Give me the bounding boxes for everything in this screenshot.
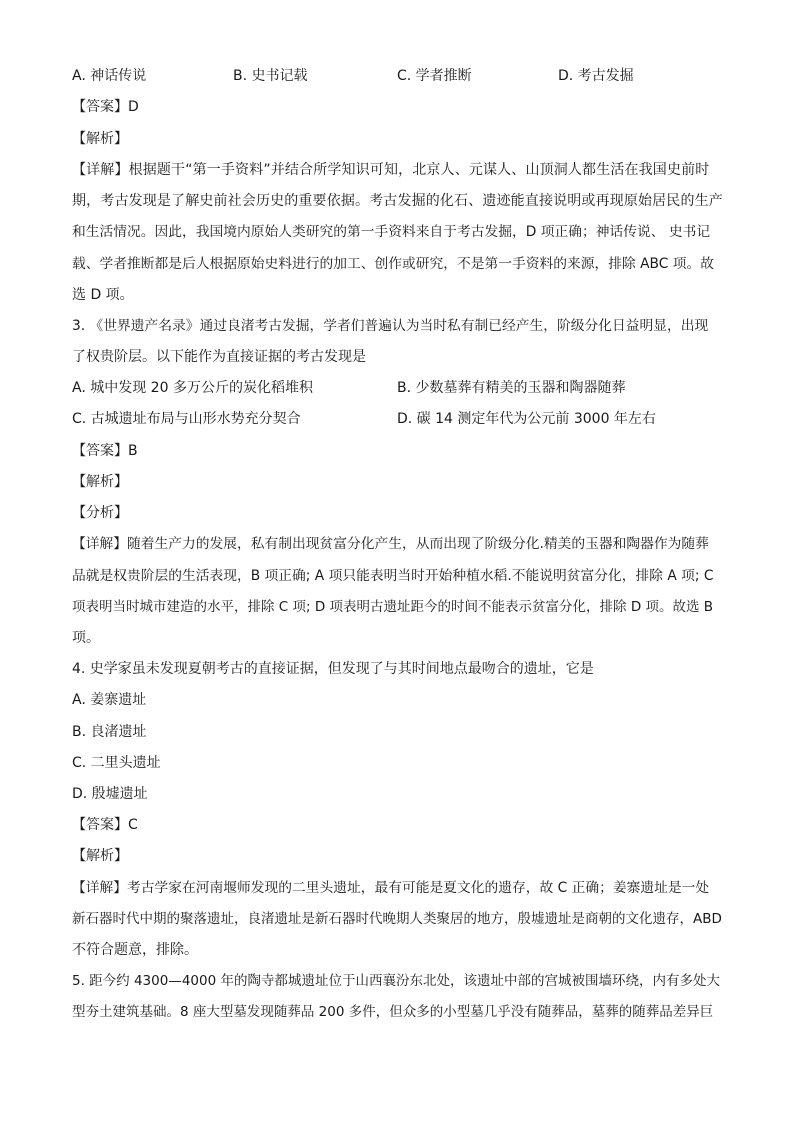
q2-option-a: A. 神话传说: [72, 68, 147, 84]
q2-answer: 【答案】D: [72, 99, 139, 115]
q3-detail-line: 【详解】随着生产力的发展，私有制出现贫富分化产生，从而出现了阶级分化.精美的玉器和陶器作为随葬: [72, 536, 709, 552]
q3-analysis-label: 【解析】: [72, 474, 128, 490]
q4-detail-line: 【详解】考古学家在河南堰师发现的二里头遗址，最有可能是夏文化的遗存，故 C 正确；姜寨遗址是一处: [72, 880, 710, 896]
q3-stem-line: 了权贵阶层。以下能作为直接证据的考古发现是: [72, 349, 366, 365]
q4-answer: 【答案】C: [72, 817, 138, 833]
q2-detail-line: 载、学者推断都是后人根据原始史料进行的加工、创作或研究，不是第一手资料的来源，排除 ABC 项。故: [72, 256, 714, 272]
q3-option-c: C. 古城遗址布局与山形水势充分契合: [72, 411, 301, 427]
q2-option-c: C. 学者推断: [397, 68, 472, 84]
q2-option-b: B. 史书记载: [233, 68, 308, 84]
q4-stem: 4. 史学家虽未发现夏朝考古的直接证据，但发现了与其时间地点最吻合的遗址，它是: [72, 661, 594, 677]
q2-analysis-label: 【解析】: [72, 131, 128, 147]
q4-option-d: D. 殷墟遗址: [72, 786, 148, 802]
q4-detail-line: 新石器时代中期的聚落遗址，良渚遗址是新石器时代晚期人类聚居的地方，殷墟遗址是商朝的文化遗存，ABD: [72, 911, 722, 927]
q3-answer: 【答案】B: [72, 443, 138, 459]
q4-option-a: A. 姜寨遗址: [72, 692, 147, 708]
q4-analysis-label: 【解析】: [72, 848, 128, 864]
q2-detail-line: 和生活情况。因此，我国境内原始人类研究的第一手资料来自于考古发掘，D 项正确；神话传说、 史书记: [72, 224, 711, 240]
q3-option-a: A. 城中发现 20 多万公斤的炭化稻堆积: [72, 380, 313, 396]
q2-option-d: D. 考古发掘: [558, 68, 634, 84]
q5-stem-line: 型夯土建筑基础。8 座大型墓发现随葬品 200 多件，但众多的小型墓几乎没有随葬品，墓葬的随葬品差异巨: [72, 1004, 714, 1020]
q2-detail-line: 期，考古发现是了解史前社会历史的重要依据。考古发掘的化石、遗迹能直接说明或再现原始居民的生产: [72, 193, 723, 209]
q3-fenxi-label: 【分析】: [72, 505, 128, 521]
q4-detail-line: 不符合题意，排除。: [72, 942, 198, 958]
q3-option-d: D. 碳 14 测定年代为公元前 3000 年左右: [397, 411, 656, 427]
q2-detail-line: 【详解】根据题干“第一手资料”并结合所学知识可知，北京人、元谋人、山顶洞人都生活在我国史前时: [72, 162, 710, 178]
q4-option-c: C. 二里头遗址: [72, 755, 161, 771]
q3-detail-line: 项表明当时城市建造的水平，排除 C 项; D 项表明古遗址距今的时间不能表示贫富分化，排除 D 项。故选 B: [72, 599, 714, 615]
q5-stem-line: 5. 距今约 4300—4000 年的陶寺都城遗址位于山西襄汾东北处，该遗址中部的宫城被围墙环绕，内有多处大: [72, 973, 720, 989]
q3-stem-line: 3. 《世界遗产名录》通过良渚考古发掘，学者们普遍认为当时私有制已经产生，阶级分化日益明显，出现: [72, 318, 709, 334]
q3-option-b: B. 少数墓葬有精美的玉器和陶器随葬: [397, 380, 626, 396]
q2-detail-line: 选 D 项。: [72, 287, 134, 303]
q3-detail-line: 品就是权贵阶层的生活表现，B 项正确; A 项只能表明当时开始种植水稻.不能说明贫富分化，排除 A 项; C: [72, 568, 714, 584]
q4-option-b: B. 良渚遗址: [72, 724, 147, 740]
q3-detail-line: 项。: [72, 630, 100, 646]
